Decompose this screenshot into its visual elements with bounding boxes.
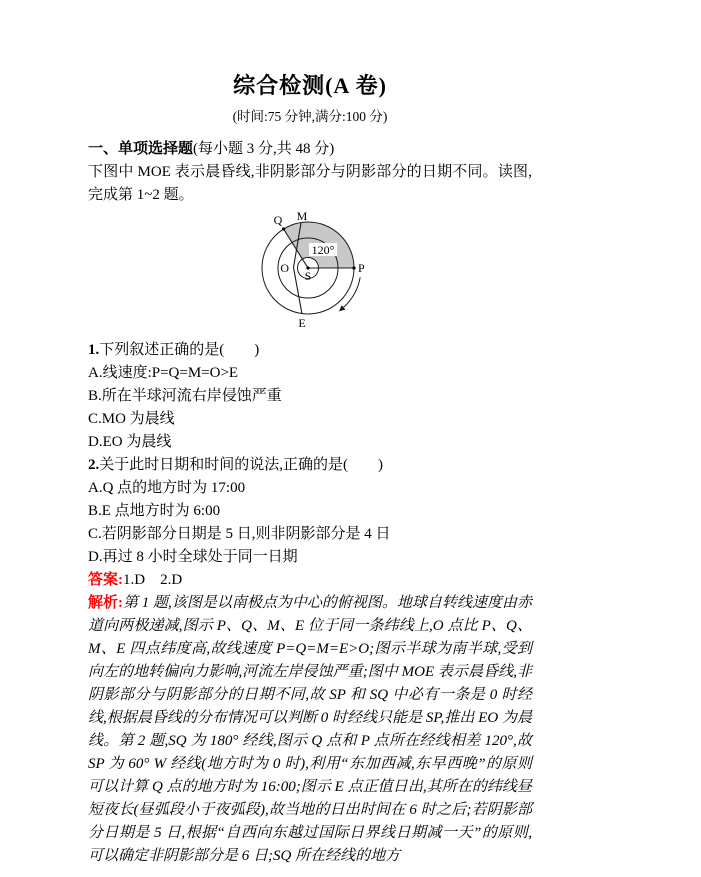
label-s: S: [304, 269, 312, 283]
label-o: O: [280, 261, 289, 275]
section-heading-main: 一、单项选择题: [88, 141, 194, 157]
question-2-option-c: C.若阴影部分日期是 5 日,则非阴影部分是 4 日: [88, 526, 391, 542]
question-1-option-a: A.线速度:P=Q=M=O>E: [88, 365, 239, 381]
label-m: M: [296, 210, 308, 223]
intro-paragraph: 下图中 MOE 表示晨昏线,非阴影部分与阴影部分的日期不同。读图,完成第 1~2 题。: [88, 164, 532, 203]
point-q-dot: [282, 227, 285, 230]
answer-values: 1.D 2.D: [123, 572, 183, 588]
polar-view-diagram: [220, 210, 400, 335]
question-2-option-b: B.E 点地方时为 6:00: [88, 503, 221, 519]
question-1-number: 1.: [88, 342, 100, 358]
question-2-stem: [88, 454, 532, 477]
point-p-dot: [352, 266, 355, 269]
question-1-stem-text: 下列叙述正确的是( ): [99, 342, 260, 358]
question-2-option-a: A.Q 点的地方时为 17:00: [88, 480, 246, 496]
question-2-stem-text: 关于此时日期和时间的说法,正确的是( ): [99, 457, 383, 473]
question-1-option-b: B.所在半球河流右岸侵蚀严重: [88, 388, 282, 404]
figure-container: [88, 210, 532, 335]
answer-label: 答案:: [88, 572, 123, 588]
label-e: E: [298, 316, 306, 330]
section-heading: [88, 138, 532, 161]
question-1: [88, 339, 532, 454]
question-2-option-d: D.再过 8 小时全球处于同一日期: [88, 549, 298, 565]
section-heading-points: (每小题 3 分,共 48 分): [193, 141, 335, 157]
analysis-paragraph: [88, 592, 532, 868]
angle-label: 120°: [311, 243, 335, 257]
question-2-number: 2.: [88, 457, 100, 473]
question-1-option-c: C.MO 为晨线: [88, 411, 175, 427]
exam-time-score-note: (时间:75 分钟,满分:100 分): [232, 109, 388, 124]
answer-line: [88, 569, 532, 592]
analysis-text: 第 1 题,该图是以南极点为中心的俯视图。地球自转线速度由赤道向两极递减,图示 P、Q、M、E 位于同一条纬线上,O 点比 P、Q、M、E 四点纬度高,故线速度 P=Q=M=E>O;图示半球为南半球,受到向左的地转偏向力影响,河流左岸侵蚀严重;图中 MOE 表示晨昏线,非阴影部分与阴影部分的日期不同,故 SP 和 SQ 中必有一条是 0 时经线,根据晨昏线的分布情况可以判断 0 时经线只能是 SP,推出 EO 为晨线。第 2 题,SQ 为 180° 经线,图示 Q 点和 P 点所在经线相差 120°,故 SP 为 60° W 经线(地方时为 0 时),利用“东加西减,东早西晚”的原则可以计算 Q 点的地方时为 16:00;图示 E 点正值日出,其所在的纬线昼短夜长(昼弧段小于夜弧段),故当地的日出时间在 6 时之后;若阴影部分日期是 5 日,根据“自西向东越过国际日界线日期减一天”的原则,可以确定非阴影部分是 6 日;SQ 所在经线的地方: [88, 595, 532, 864]
analysis-label: 解析:: [88, 595, 124, 611]
exam-document: [88, 72, 532, 868]
question-2: [88, 454, 532, 569]
page-title: 综合检测(A 卷): [233, 73, 387, 98]
question-1-stem: [88, 339, 532, 362]
question-1-option-d: D.EO 为晨线: [88, 434, 172, 450]
label-p: P: [358, 261, 365, 275]
label-q: Q: [273, 213, 283, 227]
